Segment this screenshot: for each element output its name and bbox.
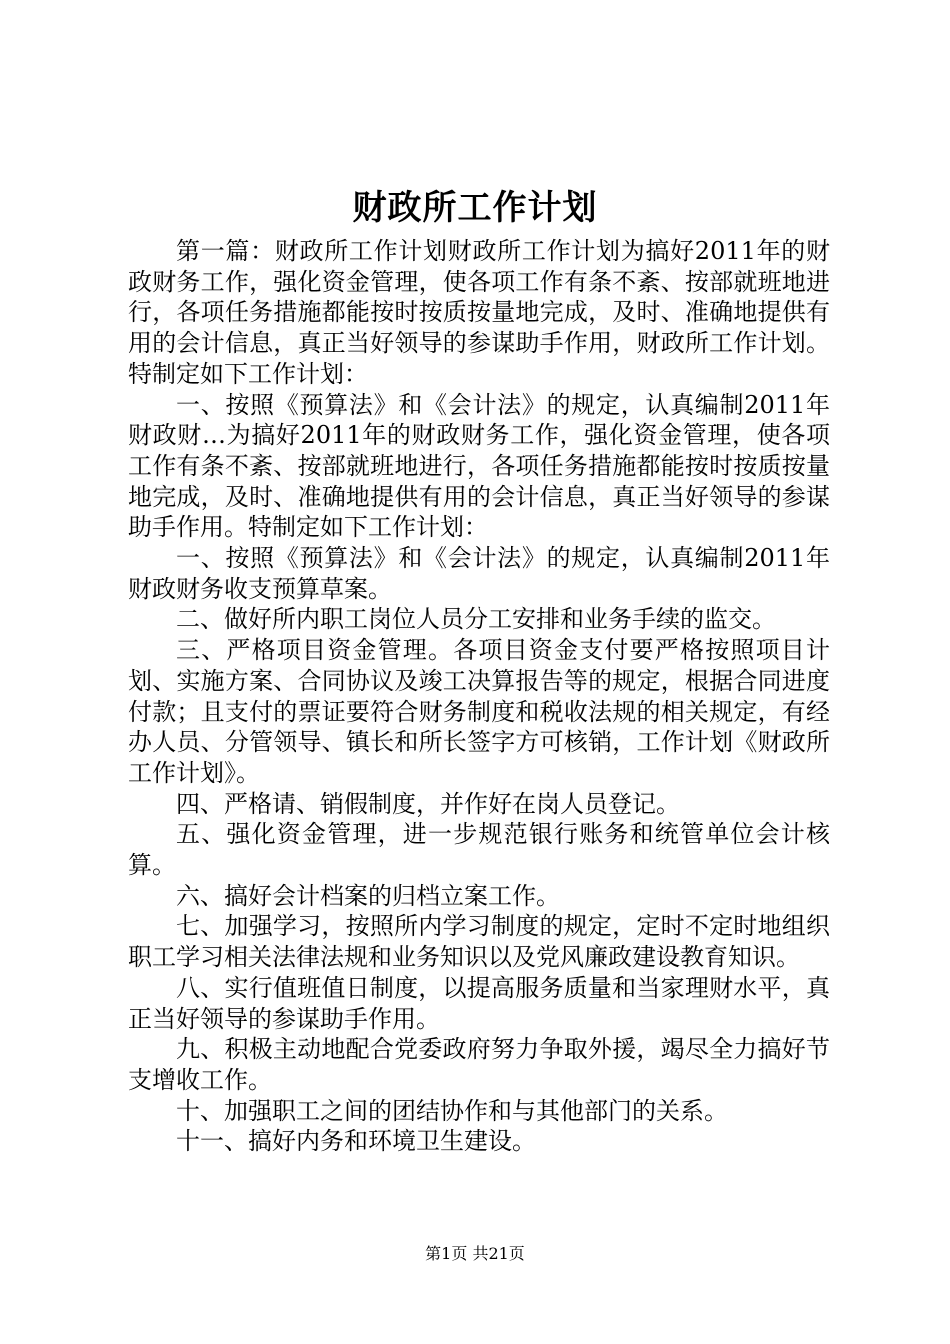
paragraph: 十、加强职工之间的团结协作和与其他部门的关系。 [176,1096,728,1125]
paragraph: 四、严格请、销假制度，并作好在岗人员登记。 [176,789,680,818]
paragraph: 七、加强学习，按照所内学习制度的规定，定时不定时地组织职工学习相关法律法规和业务知识以及党风廉政建设教育知识。 [128,912,830,972]
paragraph: 二、做好所内职工岗位人员分工安排和业务手续的监交。 [176,605,776,634]
page-number-footer: 第1页 共21页 [425,1244,525,1263]
paragraph: 十一、搞好内务和环境卫生建设。 [176,1127,536,1156]
document-body [128,236,830,1157]
paragraph: 一、按照《预算法》和《会计法》的规定，认真编制2011年财政财…为搞好2011年的财政财务工作，强化资金管理，使各项工作有条不紊、按部就班地进行，各项任务措施都能按时按质按量地完成，及时、准确地提供有用的会计信息，真正当好领导的参谋助手作用。特制定如下工作计划： [128,390,830,542]
document-title: 财政所工作计划 [352,188,598,228]
paragraph: 八、实行值班值日制度，以提高服务质量和当家理财水平，真正当好领导的参谋助手作用。 [128,973,830,1033]
paragraph: 三、严格项目资金管理。各项目资金支付要严格按照项目计划、实施方案、合同协议及竣工决算报告等的规定，根据合同进度付款；且支付的票证要符合财务制度和税收法规的相关规定，有经办人员、分管领导、镇长和所长签字方可核销，工作计划《财政所工作计划》。 [128,636,830,787]
paragraph: 六、搞好会计档案的归档立案工作。 [176,881,560,910]
paragraph: 第一篇：财政所工作计划财政所工作计划为搞好2011年的财政财务工作，强化资金管理，使各项工作有条不紊、按部就班地进行，各项任务措施都能按时按质按量地完成，及时、准确地提供有用的会计信息，真正当好领导的参谋助手作用，财政所工作计划。特制定如下工作计划： [128,237,830,388]
paragraph: 一、按照《预算法》和《会计法》的规定，认真编制2011年财政财务收支预算草案。 [128,544,830,603]
paragraph: 九、积极主动地配合党委政府努力争取外援，竭尽全力搞好节支增收工作。 [128,1035,830,1094]
paragraph: 五、强化资金管理，进一步规范银行账务和统管单位会计核算。 [128,820,830,880]
